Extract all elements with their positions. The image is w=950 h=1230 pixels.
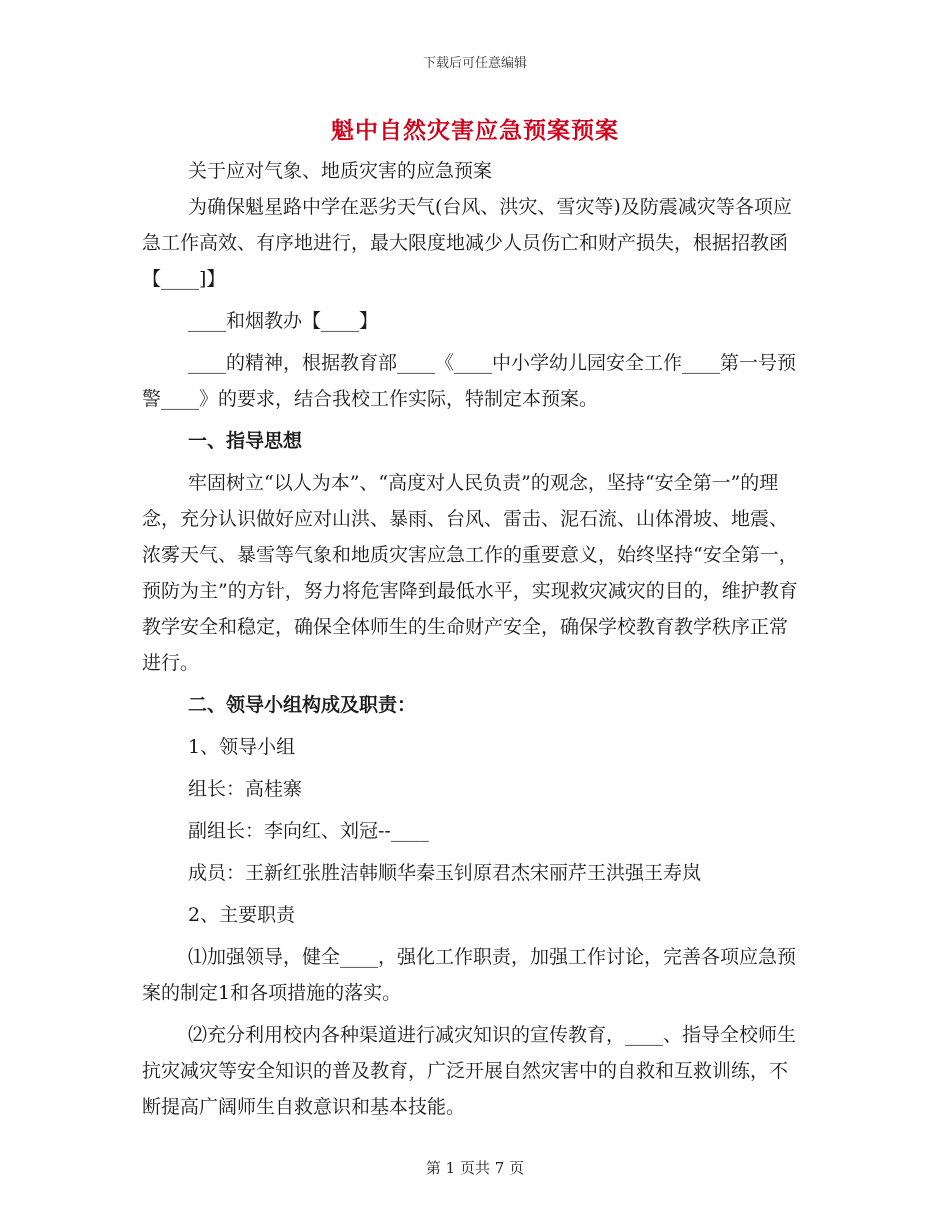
paragraph-subtitle: 关于应对气象、地质灾害的应急预案: [188, 160, 493, 182]
paragraph-duty-1: ⑴加强领导，健全____，强化工作职责，加强工作讨论，完善各项应急预案的制定1和各项措施的落实。: [142, 946, 797, 1004]
paragraph-members: 成员：王新红张胜洁韩顺华秦玉钊原君杰宋丽芹王洪强王寿岚: [188, 862, 702, 884]
paragraph-spirit: ____的精神，根据教育部____《____中小学幼儿园安全工作____第一号预警____》的要求，结合我校工作实际，特制定本预案。: [142, 352, 797, 410]
subheading-leadership-group: 1、领导小组: [188, 736, 296, 758]
header-note: 下载后可任意编辑: [422, 56, 527, 71]
document-body: [142, 153, 802, 1125]
paragraph-intro: 为确保魁星路中学在恶劣天气(台风、洪灾、雪灾等)及防震减灾等各项应急工作高效、有序地进行，最大限度地减少人员伤亡和财产损失，根据招教函【____]】: [142, 196, 792, 290]
paragraph-leader: 组长：高桂寨: [188, 778, 303, 800]
subheading-main-duties: 2、主要职责: [188, 904, 296, 926]
paragraph-guiding-ideology: 牢固树立“以人为本”、“高度对人民负责”的观念，坚持“安全第一”的理念，充分认识做好应对山洪、暴雨、台风、雷击、泥石流、山体滑坡、地震、浓雾天气、暴雪等气象和地质灾害应急工作的重要意义，始终坚持“安全第一，预防为主”的方针，努力将危害降到最低水平，实现救灾减灾的目的，维护教育教学安全和稳定，确保全体师生的生命财产安全，确保学校教育教学秩序正常进行。: [142, 472, 798, 674]
section-heading-leadership: 二、领导小组构成及职责：: [188, 694, 417, 716]
page-footer: 第 1 页共 7 页: [425, 1159, 525, 1177]
paragraph-deputy-leader: 副组长：李向红、刘冠--____: [188, 820, 429, 842]
paragraph-duty-2: ⑵充分利用校内各种渠道进行减灾知识的宣传教育，____、指导全校师生抗灾减灾等安全知识的普及教育，广泛开展自然灾害中的自救和互救训练，不断提高广阔师生自救意识和基本技能。: [142, 1024, 797, 1118]
document-title: 魁中自然灾害应急预案预案: [331, 117, 619, 144]
paragraph-reference: ____和烟教办【____】: [188, 310, 379, 332]
section-heading-guiding-ideology: 一、指导思想: [188, 430, 303, 452]
